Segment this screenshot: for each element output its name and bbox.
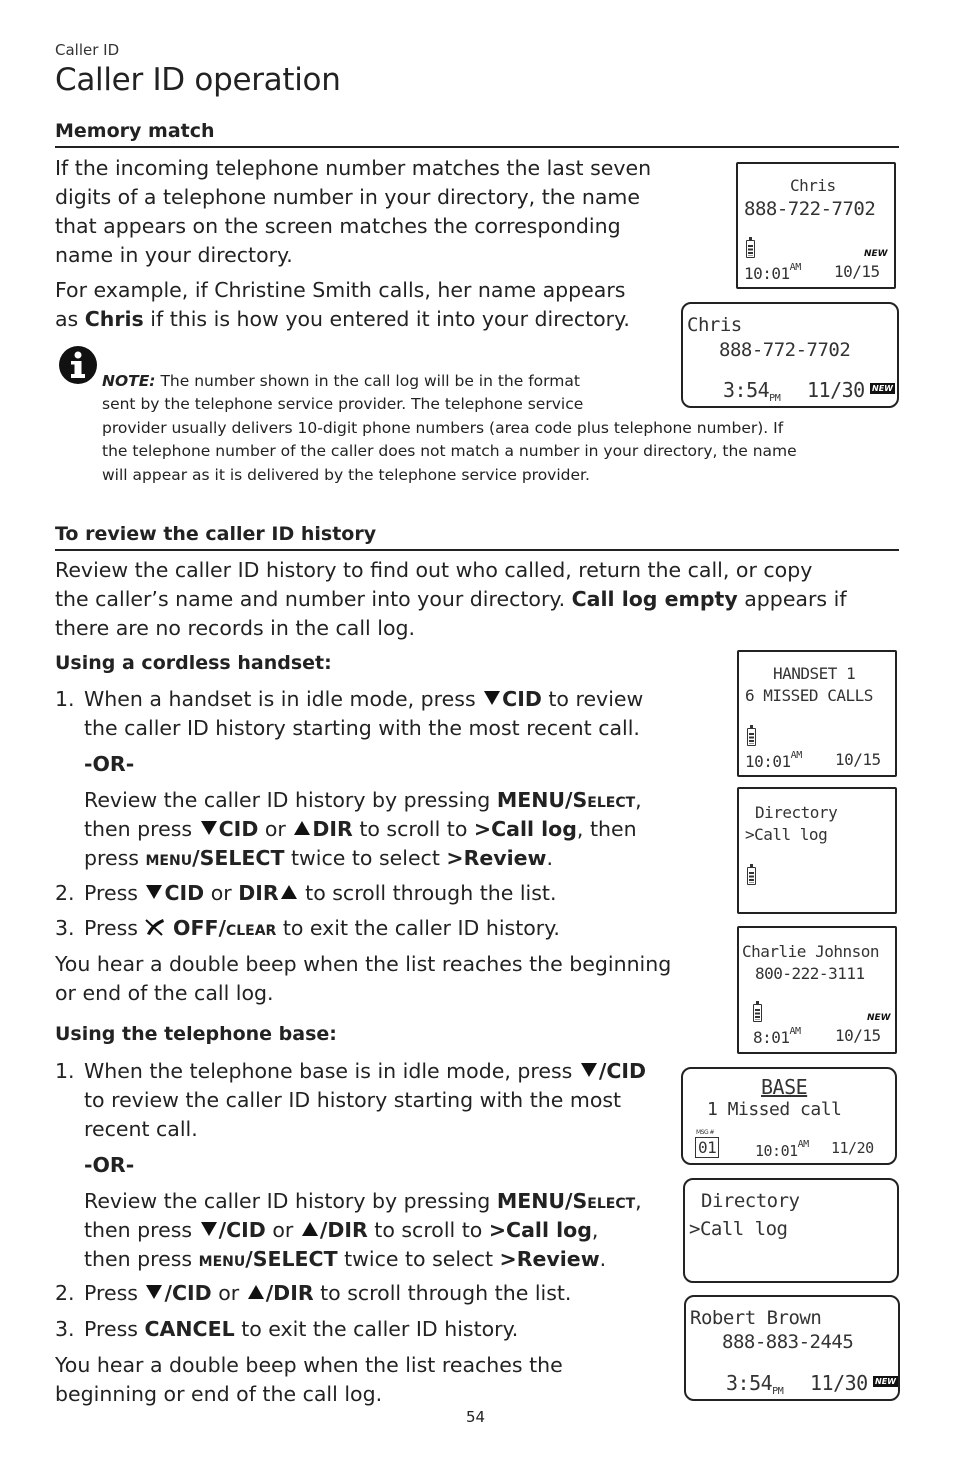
down-arrow-icon: [201, 1222, 217, 1236]
screen-name: Chris: [687, 314, 742, 336]
step-number: 1.: [55, 1059, 75, 1083]
text: .: [599, 1247, 607, 1271]
text-line: [84, 786, 643, 815]
text-line: digits of a telephone number in your directory, the name: [55, 185, 641, 209]
ampm: AM: [789, 262, 801, 273]
text-line: You hear a double beep when the list reaches the beginning: [55, 952, 672, 976]
screen-date: 10/15: [835, 1026, 881, 1045]
bold-text: /SELECT: [245, 1247, 338, 1271]
text-line: [55, 305, 630, 334]
text-line: If the incoming telephone number matches the last seven: [55, 156, 652, 180]
screen-date: 10/15: [834, 262, 880, 281]
ampm: PM: [772, 1386, 784, 1397]
down-arrow-icon: [484, 691, 500, 705]
section-heading-review: To review the caller ID history: [55, 523, 899, 551]
text: Press: [84, 881, 145, 905]
bold-text: >Call log: [473, 817, 577, 841]
text: then press: [84, 1247, 199, 1271]
text-line: will appear as it is delivered by the telephone service provider.: [102, 465, 590, 484]
step-number: 2.: [55, 881, 75, 905]
bold-text: /DIR: [265, 1281, 314, 1305]
review-intro: [55, 556, 847, 643]
base-screen-menu: [683, 1178, 899, 1283]
step-text: [84, 879, 556, 908]
text: to exit the caller ID history.: [276, 916, 560, 940]
step-text: [84, 1057, 646, 1274]
text-line: [84, 1216, 646, 1245]
down-arrow-icon: [201, 821, 217, 835]
text-line: [84, 685, 643, 714]
screen-date: 11/20: [831, 1139, 874, 1157]
bold-text: Call log empty: [571, 587, 738, 611]
text-line: sent by the telephone service provider. The telephone service: [102, 395, 584, 414]
bold-text: CANCEL: [144, 1317, 235, 1341]
text: then press: [84, 1218, 199, 1242]
screen-date: 11/30: [810, 1371, 868, 1395]
text: Press: [84, 1317, 145, 1341]
text-line: [84, 1187, 646, 1216]
text: to scroll through the list.: [313, 1281, 572, 1305]
bold-text: >Review: [499, 1247, 600, 1271]
info-icon: [57, 344, 99, 386]
text-line: [55, 585, 847, 614]
ampm: AM: [790, 750, 802, 761]
ampm: AM: [797, 1139, 809, 1150]
screen-line: BASE: [761, 1075, 808, 1099]
text-line: recent call.: [84, 1117, 198, 1141]
text: then press: [84, 817, 199, 841]
screen-date: 10/15: [835, 750, 881, 769]
text-line: For example, if Christine Smith calls, her name appears: [55, 278, 626, 302]
screen-number: 888-772-7702: [719, 339, 851, 361]
text: Review the caller ID history by pressing: [84, 1189, 497, 1213]
handset-screen-idle: [737, 650, 897, 777]
down-arrow-icon: [146, 1285, 162, 1299]
text-line: [84, 815, 643, 844]
screen-name: Robert Brown: [690, 1307, 822, 1329]
screen-number: 800-222-3111: [755, 964, 865, 983]
screen-time: [726, 1371, 783, 1397]
text: ,: [635, 1189, 642, 1213]
bold-text: menu: [145, 846, 193, 870]
text-line: or end of the call log.: [55, 981, 274, 1005]
time: 10:01: [744, 264, 790, 283]
time: 8:01: [753, 1028, 790, 1047]
ampm: AM: [789, 1026, 801, 1037]
msg-counter: 01: [695, 1137, 719, 1158]
step-text: [84, 1279, 571, 1308]
ampm: PM: [769, 393, 781, 404]
text: or: [211, 1281, 246, 1305]
text: or: [258, 817, 293, 841]
bold-text: DIR: [312, 817, 353, 841]
text: or: [204, 881, 239, 905]
up-arrow-icon: [281, 885, 297, 899]
handset-beep-note: [55, 950, 671, 1008]
or-label: -OR-: [84, 1153, 135, 1177]
screen-time: [744, 262, 801, 283]
down-arrow-icon: [581, 1063, 597, 1077]
text-line: name in your directory.: [55, 243, 293, 267]
text-line: [84, 1245, 646, 1274]
time: 3:54: [723, 378, 770, 402]
bold-text: Select: [572, 788, 636, 812]
bold-text: CID: [218, 817, 259, 841]
bold-text: >Call log: [488, 1218, 592, 1242]
down-arrow-icon: [146, 885, 162, 899]
screen-line: >Call log: [689, 1218, 788, 1240]
screen-name: Chris: [790, 176, 836, 195]
text: ,: [635, 788, 642, 812]
msg-label: MSG #: [696, 1129, 715, 1136]
step-number: 2.: [55, 1281, 75, 1305]
base-screen-chris: [681, 302, 899, 408]
text: Press: [84, 916, 145, 940]
base-screen-idle: [681, 1067, 897, 1165]
text: , then: [576, 817, 637, 841]
time: 3:54: [726, 1371, 773, 1395]
screen-line: 1 Missed call: [707, 1099, 842, 1120]
bold-text: /DIR: [319, 1218, 368, 1242]
note-label: NOTE:: [102, 372, 156, 390]
up-arrow-icon: [248, 1285, 264, 1299]
text: Press: [84, 1281, 145, 1305]
step-text: [84, 914, 560, 943]
text: to exit the caller ID history.: [234, 1317, 519, 1341]
battery-icon: [747, 728, 756, 746]
battery-icon: [747, 867, 756, 885]
text-line: the telephone number of the caller does not match a number in your directory, the name: [102, 442, 797, 461]
text: the caller’s name and number into your directory.: [55, 587, 572, 611]
screen-line: 6 MISSED CALLS: [745, 686, 873, 705]
bold-text: DIR: [238, 881, 279, 905]
memory-match-example: [55, 276, 630, 334]
bold-text: /CID: [164, 1281, 212, 1305]
up-arrow-icon: [302, 1222, 318, 1236]
time: 10:01: [755, 1142, 798, 1160]
bold-text: MENU/: [496, 788, 573, 812]
text-line: Review the caller ID history to find out who called, return the call, or copy: [55, 558, 813, 582]
memory-match-paragraph: [55, 154, 651, 270]
page-number: 54: [466, 1408, 486, 1426]
new-badge: NEW: [875, 1377, 896, 1386]
screen-line: Directory: [701, 1190, 800, 1212]
page-title: Caller ID operation: [55, 62, 341, 98]
handset-screen-charlie: [737, 926, 897, 1054]
base-beep-note: [55, 1351, 563, 1409]
screen-time: [745, 750, 802, 771]
bold-text: Chris: [84, 307, 144, 331]
new-badge: NEW: [864, 249, 888, 259]
text-line: there are no records in the call log.: [55, 616, 416, 640]
text: appears if: [737, 587, 847, 611]
bold-text: CID: [502, 687, 542, 711]
text: .: [546, 846, 554, 870]
screen-time: [755, 1139, 809, 1160]
bold-text: clear: [225, 916, 277, 940]
bold-text: /CID: [598, 1059, 647, 1083]
step-number: 3.: [55, 1317, 75, 1341]
text: press: [84, 846, 146, 870]
screen-date: 11/30: [807, 378, 865, 402]
step-number: 1.: [55, 687, 75, 711]
text-line: [84, 1057, 646, 1086]
text: to scroll to: [352, 817, 474, 841]
step-number: 3.: [55, 916, 75, 940]
bold-text: /CID: [218, 1218, 266, 1242]
screen-line: HANDSET 1: [773, 664, 856, 683]
battery-icon: [746, 240, 755, 258]
text-line: beginning or end of the call log.: [55, 1382, 383, 1406]
step-text: [84, 685, 643, 873]
text-line: to review the caller ID history starting with the most: [84, 1088, 622, 1112]
handset-screen-menu: [737, 787, 897, 914]
step-text: [84, 1315, 518, 1344]
up-arrow-icon: [294, 821, 310, 835]
text-line: the caller ID history starting with the most recent call.: [84, 716, 640, 740]
base-screen-robert: [684, 1295, 900, 1401]
screen-line: >Call log: [745, 825, 828, 844]
text: When the telephone base is in idle mode, press: [84, 1059, 579, 1083]
screen-line: Directory: [755, 803, 838, 822]
bold-text: menu: [198, 1247, 246, 1271]
phone-off-icon: [144, 916, 166, 936]
screen-time: [723, 378, 780, 404]
screen-number: 888-883-2445: [722, 1331, 854, 1353]
breadcrumb: Caller ID: [55, 41, 120, 59]
screen-name: Charlie Johnson: [742, 942, 879, 961]
bold-text: Select: [572, 1189, 636, 1213]
text: if this is how you entered it into your directory.: [143, 307, 630, 331]
bold-text: /SELECT: [192, 846, 285, 870]
text: ,: [591, 1218, 599, 1242]
text: or: [265, 1218, 300, 1242]
time: 10:01: [745, 752, 791, 771]
text: twice to select: [284, 846, 447, 870]
battery-icon: [753, 1004, 762, 1022]
text: Review the caller ID history by pressing: [84, 788, 497, 812]
text: to review: [541, 687, 644, 711]
new-badge: NEW: [872, 384, 893, 393]
text: to scroll to: [367, 1218, 489, 1242]
screen-number: 888-722-7702: [744, 198, 876, 220]
new-badge: NEW: [867, 1013, 891, 1023]
text-line: provider usually delivers 10-digit phone numbers (area code plus telephone number). If: [102, 418, 784, 437]
text: to scroll through the list.: [298, 881, 557, 905]
text: When a handset is in idle mode, press: [84, 687, 483, 711]
text: twice to select: [337, 1247, 500, 1271]
text: as: [55, 307, 85, 331]
handset-screen-chris: [736, 162, 896, 289]
bold-text: OFF/: [173, 916, 226, 940]
bold-text: CID: [164, 881, 205, 905]
text-line: [84, 844, 643, 873]
bold-text: MENU/: [496, 1189, 573, 1213]
subheading-handset: Using a cordless handset:: [55, 652, 332, 674]
bold-text: >Review: [446, 846, 547, 870]
text-line: You hear a double beep when the list reaches the: [55, 1353, 563, 1377]
subheading-base: Using the telephone base:: [55, 1023, 337, 1045]
text-line: that appears on the screen matches the corresponding: [55, 214, 621, 238]
screen-time: [753, 1026, 801, 1047]
section-heading-memory-match: Memory match: [55, 120, 899, 148]
or-label: -OR-: [84, 752, 135, 776]
text: The number shown in the call log will be in the format: [155, 372, 580, 390]
